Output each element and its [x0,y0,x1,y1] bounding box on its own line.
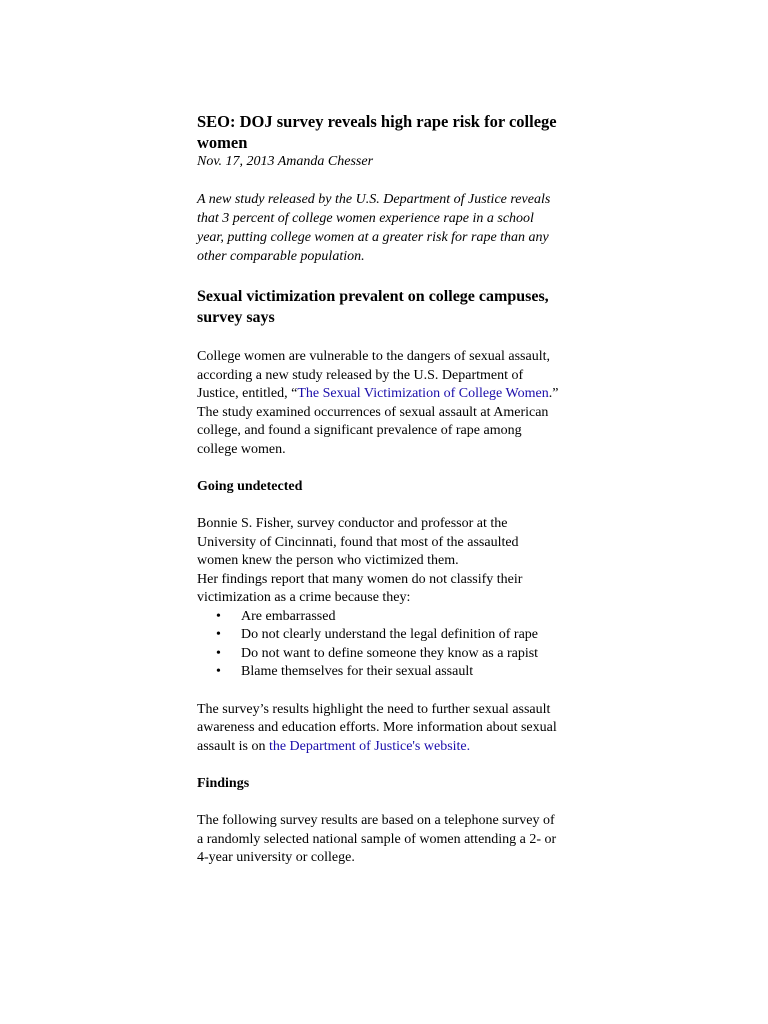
section-heading-findings: Findings [197,776,250,791]
article-lede: A new study released by the U.S. Department of Justice reveals that 3 percent of college women experience rape in a school year, putting college women at a greater risk for rape than any other comparable population. [197,192,551,264]
list-item-text: Blame themselves for their sexual assault [241,664,474,679]
paragraph-text: The survey’s results highlight the need to further sexual assault awareness and education efforts. More information about sexual assault is on [197,701,557,754]
bullet-icon: • [216,645,221,661]
list-item [197,626,559,645]
bullet-icon: • [216,627,221,642]
paragraph-study-intro [197,348,559,459]
study-link[interactable]: The Sexual Victimization of College Women [297,386,549,401]
doj-website-link[interactable]: the Department of Justice's website. [268,738,471,754]
section-heading-going-undetected: Going undetected [197,479,303,494]
list-item [197,608,559,627]
list-item [197,663,559,682]
paragraph-fisher: Bonnie S. Fisher, survey conductor and professor at the University of Cincinnati, found that most of the assaulted women knew the person who victimized them. [197,516,519,568]
list-item [197,645,559,664]
document-page [197,111,559,868]
paragraph-survey-results [197,701,559,757]
reasons-list [197,608,559,682]
paragraph-text: College women are vulnerable to the dangers of sexual assault, according a new study released by the U.S. Department of Justice, entitled, “ [197,349,550,401]
article-title: SEO: DOJ survey reveals high rape risk for college women [197,112,557,152]
paragraph-findings-report: Her findings report that many women do not classify their victimization as a crime because they: [197,571,523,605]
bullet-icon: • [216,608,221,624]
section-heading-victimization: Sexual victimization prevalent on college campuses, survey says [197,288,549,326]
article-byline: Nov. 17, 2013 Amanda Chesser [197,154,374,169]
list-item-text: Are embarrassed [241,608,336,624]
list-item-text: Do not want to define someone they know as a rapist [241,645,539,661]
paragraph-findings-intro: The following survey results are based on a telephone survey of a randomly selected national sample of women attending a 2- or 4-year university or college. [197,813,557,865]
paragraph-text: .” The study examined occurrences of sexual assault at American college, and found a significant prevalence of rape among college women. [197,386,559,457]
bullet-icon: • [216,664,221,679]
list-item-text: Do not clearly understand the legal definition of rape [241,627,539,642]
